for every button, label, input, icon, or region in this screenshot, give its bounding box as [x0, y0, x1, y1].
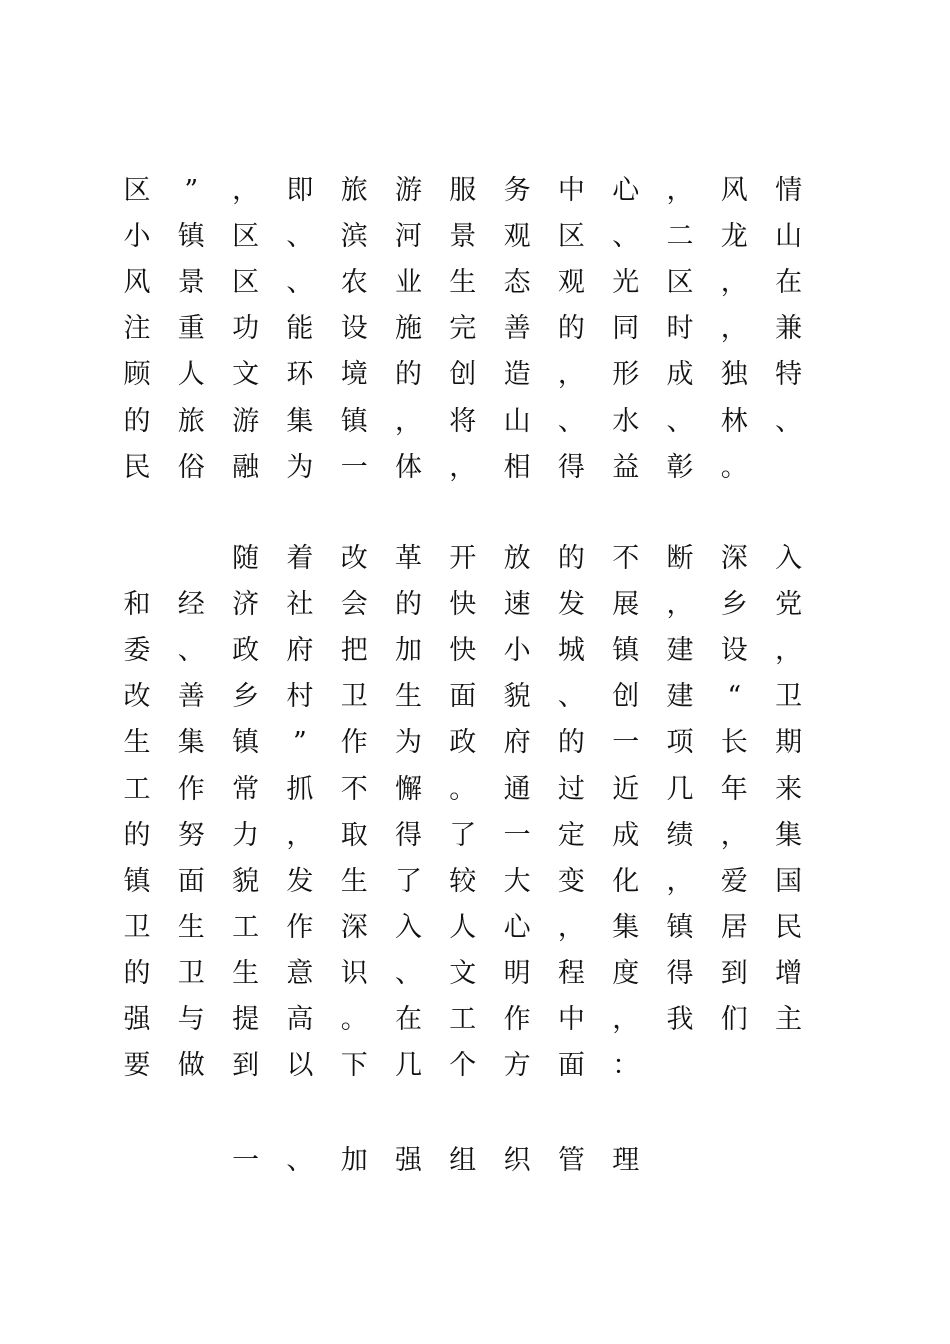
text-char: 入 [775, 543, 803, 574]
text-char: 旅 [177, 405, 205, 437]
text-char: ， [612, 1004, 640, 1035]
text-char: 工 [123, 773, 151, 805]
text-char: 建 [666, 635, 694, 667]
text-char: 的 [395, 359, 422, 391]
text-char: ： [612, 1050, 640, 1082]
text-char: 高 [286, 1004, 314, 1035]
text-char: ， [666, 865, 694, 897]
text-line [0, 1046, 950, 1092]
text-char: 益 [612, 451, 640, 483]
text-char: 业 [395, 267, 422, 299]
text-char: 程 [557, 957, 585, 989]
text-char: 乡 [232, 681, 260, 713]
text-char: 镇 [666, 911, 694, 943]
text-char: 卫 [123, 911, 151, 943]
text-char: 到 [720, 957, 748, 989]
text-char: 镇 [177, 221, 205, 253]
text-char: 光 [612, 267, 640, 299]
text-char: 了 [395, 865, 422, 897]
text-char: 、 [286, 267, 314, 299]
text-char: 工 [449, 1004, 477, 1035]
text-char: 府 [503, 727, 531, 759]
text-char: 态 [503, 267, 531, 299]
text-char: 体 [395, 451, 422, 483]
text-char: 一 [612, 727, 640, 759]
text-char: 化 [612, 865, 640, 897]
text-char: 旅 [340, 175, 368, 206]
text-char: 改 [340, 543, 368, 574]
text-char: 管 [557, 1145, 585, 1176]
text-char: 意 [286, 957, 314, 989]
text-char: 把 [340, 635, 368, 667]
text-char: 开 [449, 543, 477, 574]
text-line [0, 908, 950, 954]
text-char: 集 [177, 727, 205, 759]
text-char: 委 [123, 635, 151, 667]
text-char: 生 [395, 681, 422, 713]
text-char: 龙 [720, 221, 748, 253]
text-char: 景 [449, 221, 477, 253]
text-char: 断 [666, 543, 694, 574]
text-char: 在 [775, 267, 803, 299]
text-char: 以 [286, 1050, 314, 1082]
text-char: 速 [503, 589, 531, 621]
text-char: 加 [395, 635, 422, 667]
text-char: ， [720, 819, 748, 851]
text-char: 们 [720, 1004, 748, 1035]
text-char: 随 [232, 543, 260, 574]
text-char: 卫 [775, 681, 803, 713]
text-line [0, 770, 950, 816]
text-char: ” [184, 175, 199, 206]
text-char: 得 [666, 957, 694, 989]
text-char: ， [666, 175, 694, 206]
text-char: 顾 [123, 359, 151, 391]
text-char: 人 [449, 911, 477, 943]
text-char: 济 [232, 589, 260, 621]
text-char: 深 [720, 543, 748, 574]
text-char: 文 [232, 359, 260, 391]
text-char: 创 [449, 359, 477, 391]
text-char: 作 [503, 1004, 531, 1035]
text-line [0, 309, 950, 355]
text-char: 面 [449, 681, 477, 713]
text-char: 懈 [395, 773, 422, 805]
text-char: 小 [503, 635, 531, 667]
text-char: 中 [557, 1004, 585, 1035]
text-char: 二 [666, 221, 694, 253]
text-line [0, 631, 950, 677]
text-char: 做 [177, 1050, 205, 1082]
text-char: 一 [232, 1145, 260, 1176]
text-char: 放 [503, 543, 531, 574]
text-char: 设 [340, 313, 368, 345]
text-char: 创 [612, 681, 640, 713]
text-char: 明 [503, 957, 531, 989]
text-char: 同 [612, 313, 640, 345]
text-char: 完 [449, 313, 477, 345]
text-char: 得 [557, 451, 585, 483]
text-char: ， [557, 359, 585, 391]
text-char: 度 [612, 957, 640, 989]
text-char: 要 [123, 1050, 151, 1082]
text-char: 城 [557, 635, 585, 667]
text-char: 近 [612, 773, 640, 805]
text-char: 即 [286, 175, 314, 206]
text-line [0, 217, 950, 263]
text-char: ， [557, 911, 585, 943]
text-char: 国 [775, 865, 803, 897]
text-char: 区 [232, 267, 260, 299]
text-char: 来 [775, 773, 803, 805]
text-char: 、 [286, 1145, 314, 1176]
text-char: 彰 [666, 451, 694, 483]
text-char: 居 [720, 911, 748, 943]
text-char: 游 [232, 405, 260, 437]
text-char: 强 [395, 1145, 422, 1176]
text-char: 一 [340, 451, 368, 483]
text-line [0, 723, 950, 769]
text-char: 大 [503, 865, 531, 897]
text-char: 民 [123, 451, 151, 483]
text-char: 善 [503, 313, 531, 345]
text-char: 、 [286, 221, 314, 253]
text-char: 环 [286, 359, 314, 391]
text-char: 形 [612, 359, 640, 391]
text-char: 镇 [232, 727, 260, 759]
text-char: 貌 [503, 681, 531, 713]
text-char: 着 [286, 543, 314, 574]
text-char: 风 [123, 267, 151, 299]
text-char: 的 [557, 727, 585, 759]
text-char: 时 [666, 313, 694, 345]
text-char: 务 [503, 175, 531, 206]
text-char: 的 [557, 543, 585, 574]
text-line [0, 862, 950, 908]
text-char: 长 [720, 727, 748, 759]
text-char: 村 [286, 681, 314, 713]
text-char: 、 [612, 221, 640, 253]
text-char: ” [292, 727, 307, 759]
text-char: 貌 [232, 865, 260, 897]
text-char: 心 [503, 911, 531, 943]
text-char: ， [232, 175, 260, 206]
text-char: 的 [123, 405, 151, 437]
text-char: 情 [775, 175, 803, 206]
text-char: 到 [232, 1050, 260, 1082]
text-char: 心 [612, 175, 640, 206]
text-char: ， [395, 405, 422, 437]
text-char: 山 [503, 405, 531, 437]
text-char: 生 [449, 267, 477, 299]
text-char: 政 [449, 727, 477, 759]
text-char: 小 [123, 221, 151, 253]
text-char: 建 [666, 681, 694, 713]
text-char: 滨 [340, 221, 368, 253]
text-char: 变 [557, 865, 585, 897]
text-char: 乡 [720, 589, 748, 621]
text-char: 、 [666, 405, 694, 437]
text-char: 方 [503, 1050, 531, 1082]
text-char: 区 [666, 267, 694, 299]
text-char: 。 [449, 773, 477, 805]
text-line [0, 1000, 950, 1046]
text-char: 河 [395, 221, 422, 253]
text-char: 卫 [177, 957, 205, 989]
text-char: 面 [557, 1050, 585, 1082]
text-char: 为 [286, 451, 314, 483]
text-char: 过 [557, 773, 585, 805]
text-char: 兼 [775, 313, 803, 345]
text-char: 设 [720, 635, 748, 667]
text-char: 下 [340, 1050, 368, 1082]
text-char: 善 [177, 681, 205, 713]
text-char: 、 [775, 405, 803, 437]
text-char: 成 [666, 359, 694, 391]
text-char: 、 [557, 405, 585, 437]
text-char: 入 [395, 911, 422, 943]
text-char: 常 [232, 773, 260, 805]
text-char: 织 [503, 1145, 531, 1176]
text-char: 几 [395, 1050, 422, 1082]
text-char: 革 [395, 543, 422, 574]
text-char: 几 [666, 773, 694, 805]
text-char: 作 [177, 773, 205, 805]
text-char: 不 [340, 773, 368, 805]
text-char: 集 [612, 911, 640, 943]
text-line [0, 954, 950, 1000]
text-line [0, 539, 950, 585]
text-char: 特 [775, 359, 803, 391]
text-line [0, 355, 950, 401]
text-char: 工 [232, 911, 260, 943]
text-line [0, 171, 950, 217]
text-char: 定 [557, 819, 585, 851]
text-char: ， [666, 589, 694, 621]
text-char: “ [727, 681, 742, 713]
text-char: 强 [123, 1004, 151, 1035]
text-char: 农 [340, 267, 368, 299]
text-char: ， [720, 267, 748, 299]
text-char: 、 [557, 681, 585, 713]
text-char: 个 [449, 1050, 477, 1082]
text-char: 力 [232, 819, 260, 851]
text-char: 作 [340, 727, 368, 759]
text-char: 较 [449, 865, 477, 897]
text-char: ， [720, 313, 748, 345]
text-char: 中 [557, 175, 585, 206]
text-char: 政 [232, 635, 260, 667]
text-char: 的 [123, 957, 151, 989]
text-char: 绩 [666, 819, 694, 851]
text-char: 功 [232, 313, 260, 345]
text-char: 发 [557, 589, 585, 621]
text-char: 识 [340, 957, 368, 989]
text-char: 集 [775, 819, 803, 851]
text-char: 理 [612, 1145, 640, 1176]
text-char: 俗 [177, 451, 205, 483]
text-char: 不 [612, 543, 640, 574]
text-char: 我 [666, 1004, 694, 1035]
text-char: 生 [123, 727, 151, 759]
text-char: 生 [177, 911, 205, 943]
text-char: 融 [232, 451, 260, 483]
text-char: 与 [177, 1004, 205, 1035]
text-char: 通 [503, 773, 531, 805]
text-char: 府 [286, 635, 314, 667]
text-char: 了 [449, 819, 477, 851]
text-char: 观 [503, 221, 531, 253]
text-char: 境 [340, 359, 368, 391]
text-char: 服 [449, 175, 477, 206]
text-char: 能 [286, 313, 314, 345]
text-char: 作 [286, 911, 314, 943]
text-char: 加 [340, 1145, 368, 1176]
text-char: 组 [449, 1145, 477, 1176]
text-char: 镇 [612, 635, 640, 667]
text-line [0, 816, 950, 862]
text-char: ， [286, 819, 314, 851]
text-line [0, 1141, 950, 1187]
text-char: 的 [395, 589, 422, 621]
text-char: 的 [557, 313, 585, 345]
text-char: 一 [503, 819, 531, 851]
text-char: 观 [557, 267, 585, 299]
text-char: 水 [612, 405, 640, 437]
text-char: 经 [177, 589, 205, 621]
text-char: 深 [340, 911, 368, 943]
text-char: 风 [720, 175, 748, 206]
text-char: 重 [177, 313, 205, 345]
text-char: 景 [177, 267, 205, 299]
text-char: 为 [395, 727, 422, 759]
text-char: 施 [395, 313, 422, 345]
text-char: 社 [286, 589, 314, 621]
text-char: 区 [123, 175, 151, 206]
text-char: 党 [775, 589, 803, 621]
text-char: 镇 [123, 865, 151, 897]
text-char: 注 [123, 313, 151, 345]
text-line [0, 263, 950, 309]
text-char: 林 [720, 405, 748, 437]
text-char: 民 [775, 911, 803, 943]
text-char: 区 [557, 221, 585, 253]
text-char: 镇 [340, 405, 368, 437]
text-char: 造 [503, 359, 531, 391]
text-char: 生 [340, 865, 368, 897]
text-char: 、 [395, 957, 422, 989]
text-char: ， [775, 635, 803, 667]
text-char: 得 [395, 819, 422, 851]
text-line [0, 448, 950, 494]
text-char: 项 [666, 727, 694, 759]
text-char: 取 [340, 819, 368, 851]
text-line [0, 677, 950, 723]
text-char: 。 [340, 1004, 368, 1035]
text-char: 主 [775, 1004, 803, 1035]
text-char: 快 [449, 589, 477, 621]
text-char: 爱 [720, 865, 748, 897]
text-char: 和 [123, 589, 151, 621]
text-char: 展 [612, 589, 640, 621]
text-char: 增 [775, 957, 803, 989]
text-line [0, 585, 950, 631]
text-line [0, 402, 950, 448]
text-char: 努 [177, 819, 205, 851]
text-char: 卫 [340, 681, 368, 713]
text-char: 会 [340, 589, 368, 621]
text-char: 期 [775, 727, 803, 759]
text-char: 年 [720, 773, 748, 805]
text-char: 生 [232, 957, 260, 989]
text-char: 改 [123, 681, 151, 713]
text-char: 游 [395, 175, 422, 206]
text-char: 相 [503, 451, 531, 483]
text-char: 。 [720, 451, 748, 483]
text-char: 抓 [286, 773, 314, 805]
text-char: ， [449, 451, 477, 483]
text-char: 快 [449, 635, 477, 667]
text-char: 的 [123, 819, 151, 851]
text-char: 区 [232, 221, 260, 253]
text-char: 山 [775, 221, 803, 253]
text-char: 文 [449, 957, 477, 989]
text-char: 独 [720, 359, 748, 391]
text-char: 在 [395, 1004, 422, 1035]
text-char: 提 [232, 1004, 260, 1035]
text-char: 集 [286, 405, 314, 437]
text-char: 、 [177, 635, 205, 667]
text-char: 成 [612, 819, 640, 851]
text-char: 人 [177, 359, 205, 391]
text-char: 面 [177, 865, 205, 897]
text-char: 发 [286, 865, 314, 897]
text-char: 将 [449, 405, 477, 437]
